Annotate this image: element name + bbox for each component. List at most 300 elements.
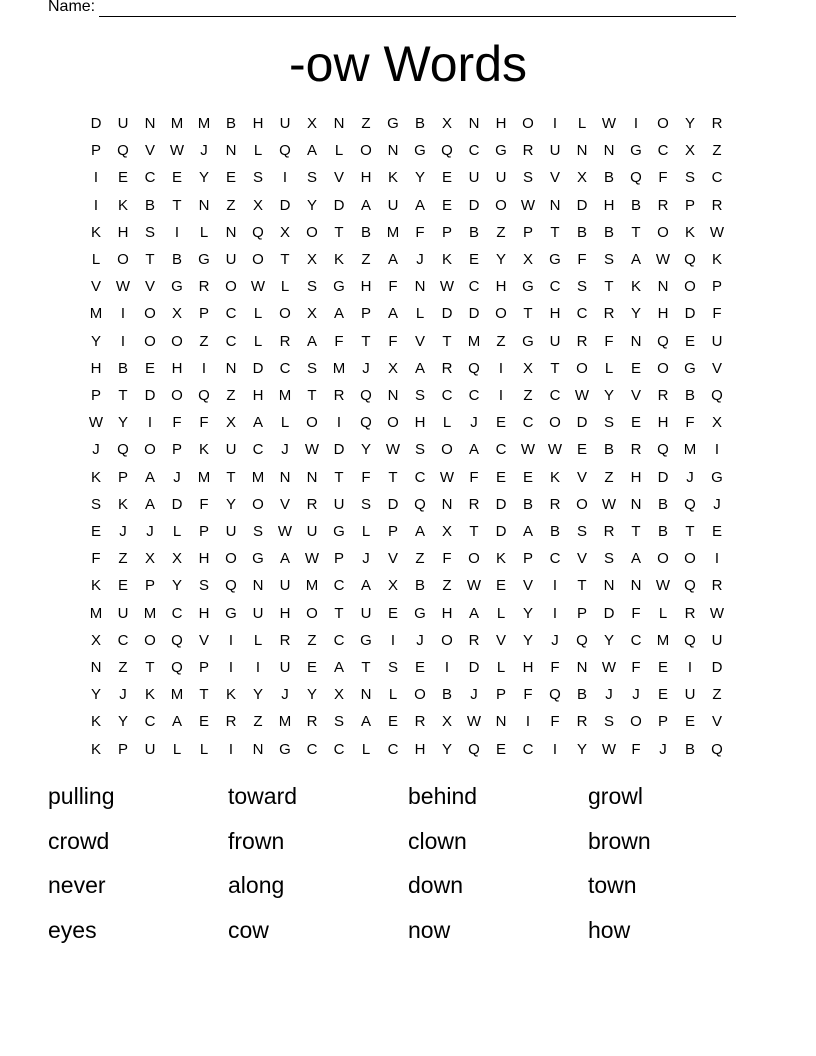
grid-letter: D — [279, 196, 291, 214]
grid-letter: I — [552, 577, 558, 595]
grid-letter: M — [278, 713, 292, 731]
grid-letter: J — [416, 251, 424, 268]
grid-letter: I — [552, 604, 558, 622]
grid-letter: A — [630, 550, 641, 568]
grid-letter: W — [547, 441, 563, 459]
grid-letter: R — [684, 604, 696, 622]
grid-letter: E — [657, 686, 668, 704]
grid-letter: R — [711, 577, 723, 595]
grid-letter: D — [171, 495, 183, 513]
grid-letter: L — [253, 142, 263, 160]
grid-letter: K — [90, 577, 101, 595]
grid-letter: Q — [117, 441, 129, 459]
grid-letter: B — [225, 115, 236, 132]
grid-letter: Q — [360, 414, 372, 432]
grid-letter: O — [468, 550, 480, 568]
grid-letter: B — [576, 223, 587, 241]
grid-letter: Y — [252, 686, 263, 704]
grid-letter: Y — [603, 631, 614, 649]
grid-letter: C — [144, 713, 156, 731]
grid-letter: J — [605, 686, 613, 704]
grid-letter: N — [495, 713, 507, 731]
grid-letter: B — [468, 223, 479, 241]
grid-letter: I — [444, 659, 450, 676]
grid-letter: L — [496, 604, 506, 622]
grid-letter: A — [468, 441, 479, 459]
grid-letter: L — [415, 305, 425, 323]
grid-letter: D — [468, 196, 480, 214]
grid-letter: F — [631, 604, 641, 622]
grid-letter: L — [388, 686, 398, 704]
grid-letter: O — [117, 251, 129, 268]
grid-letter: C — [549, 278, 561, 296]
grid-letter: H — [252, 115, 264, 132]
grid-letter: Z — [307, 631, 317, 649]
grid-letter: U — [117, 115, 129, 132]
grid-letter: C — [711, 169, 723, 187]
grid-letter: C — [495, 441, 507, 459]
grid-letter: A — [306, 332, 317, 350]
grid-letter: W — [169, 142, 185, 160]
grid-letter: F — [550, 659, 560, 676]
grid-letter: D — [576, 196, 588, 214]
grid-letter: R — [333, 387, 345, 404]
grid-letter: C — [117, 631, 129, 649]
grid-letter: I — [633, 115, 639, 132]
grid-letter: C — [468, 387, 480, 404]
grid-letter: Q — [468, 740, 480, 758]
grid-letter: F — [361, 468, 371, 486]
grid-letter: O — [522, 115, 534, 132]
grid-letter: P — [117, 740, 128, 758]
grid-letter: L — [280, 414, 290, 432]
name-label: Name: — [48, 0, 96, 15]
grid-letter: V — [576, 468, 587, 486]
grid-letter: I — [282, 169, 288, 187]
grid-letter: R — [657, 387, 669, 404]
grid-letter: S — [387, 659, 398, 676]
grid-letter: N — [630, 332, 642, 350]
grid-letter: O — [279, 305, 291, 323]
grid-letter: V — [522, 577, 533, 595]
grid-letter: T — [631, 223, 641, 241]
grid-letter: N — [603, 577, 615, 595]
grid-letter: V — [144, 278, 155, 296]
grid-letter: R — [630, 441, 642, 459]
grid-letter: G — [279, 740, 291, 758]
grid-letter: A — [252, 414, 263, 432]
grid-letter: M — [197, 468, 211, 486]
grid-letter: Q — [576, 631, 588, 649]
grid-letter: I — [228, 659, 234, 676]
grid-letter: K — [225, 686, 236, 704]
grid-letter: V — [630, 387, 641, 404]
grid-letter: E — [711, 523, 722, 540]
grid-letter: F — [199, 495, 209, 513]
grid-letter: R — [603, 523, 615, 540]
grid-letter: X — [522, 359, 533, 377]
grid-letter: F — [523, 686, 533, 704]
grid-letter: Z — [118, 659, 128, 676]
grid-letter: W — [304, 550, 320, 568]
grid-letter: D — [684, 305, 696, 323]
grid-letter: O — [657, 550, 669, 568]
word-bank-item: frown — [228, 827, 285, 854]
grid-letter: J — [632, 686, 640, 704]
grid-letter: X — [306, 251, 317, 268]
grid-letter: W — [115, 278, 131, 296]
grid-letter: P — [90, 142, 101, 160]
grid-letter: Q — [657, 332, 669, 350]
grid-letter: I — [228, 631, 234, 649]
grid-letter: R — [711, 196, 723, 214]
grid-letter: I — [687, 659, 693, 676]
grid-letter: E — [576, 441, 587, 459]
word-bank-item: brown — [588, 827, 651, 854]
grid-letter: Z — [226, 387, 236, 404]
grid-letter: O — [495, 305, 507, 323]
grid-letter: S — [333, 713, 344, 731]
grid-letter: N — [441, 495, 453, 513]
grid-letter: K — [630, 278, 641, 296]
grid-letter: P — [522, 550, 533, 568]
grid-letter: I — [174, 223, 180, 241]
grid-letter: H — [441, 604, 453, 622]
grid-letter: A — [414, 359, 425, 377]
grid-letter: R — [522, 142, 534, 160]
grid-letter: C — [171, 604, 183, 622]
grid-letter: O — [549, 414, 561, 432]
grid-letter: Y — [171, 577, 182, 595]
grid-letter: D — [603, 604, 615, 622]
grid-letter: Q — [684, 577, 696, 595]
grid-letter: X — [684, 142, 695, 160]
grid-letter: R — [549, 495, 561, 513]
grid-letter: M — [386, 223, 400, 241]
grid-letter: Y — [90, 332, 101, 350]
grid-letter: Z — [361, 115, 371, 132]
grid-letter: I — [93, 169, 99, 187]
grid-letter: W — [466, 577, 482, 595]
grid-letter: Q — [252, 223, 264, 241]
grid-letter: O — [495, 196, 507, 214]
grid-letter: L — [172, 523, 182, 540]
grid-letter: Q — [225, 577, 237, 595]
grid-letter: Q — [684, 251, 696, 268]
grid-letter: A — [360, 713, 371, 731]
grid-letter: X — [279, 223, 290, 241]
grid-letter: T — [388, 468, 398, 486]
grid-letter: U — [117, 604, 129, 622]
word-bank-item: how — [588, 916, 631, 943]
grid-letter: O — [306, 223, 318, 241]
grid-letter: P — [360, 305, 371, 323]
grid-letter: J — [416, 631, 424, 649]
grid-letter: W — [277, 523, 293, 540]
grid-letter: A — [630, 251, 641, 268]
grid-letter: N — [279, 468, 291, 486]
grid-letter: D — [441, 305, 453, 323]
grid-letter: P — [117, 468, 128, 486]
grid-letter: V — [279, 495, 290, 513]
grid-letter: T — [550, 223, 560, 241]
grid-letter: E — [522, 468, 533, 486]
grid-letter: U — [549, 142, 561, 160]
grid-letter: K — [441, 251, 452, 268]
grid-letter: S — [603, 713, 614, 731]
grid-letter: N — [90, 659, 102, 676]
grid-letter: D — [468, 659, 480, 676]
grid-letter: Y — [225, 495, 236, 513]
grid-letter: K — [117, 196, 128, 214]
grid-letter: P — [171, 441, 182, 459]
grid-letter: I — [336, 414, 342, 432]
grid-letter: I — [201, 359, 207, 377]
grid-letter: R — [279, 631, 291, 649]
grid-letter: X — [441, 115, 452, 132]
grid-letter: V — [387, 550, 398, 568]
grid-letter: S — [252, 169, 263, 187]
grid-letter: C — [225, 332, 237, 350]
grid-letter: Y — [495, 251, 506, 268]
grid-letter: L — [91, 251, 101, 268]
grid-letter: H — [657, 305, 669, 323]
grid-letter: C — [333, 631, 345, 649]
grid-letter: H — [252, 387, 264, 404]
grid-letter: A — [144, 468, 155, 486]
grid-letter: C — [657, 142, 669, 160]
grid-letter: P — [198, 305, 209, 323]
grid-letter: D — [333, 441, 345, 459]
grid-letter: B — [630, 196, 641, 214]
grid-letter: S — [198, 577, 209, 595]
grid-letter: R — [414, 713, 426, 731]
grid-letter: Y — [603, 387, 614, 404]
word-bank-item: now — [408, 916, 451, 943]
grid-letter: W — [466, 713, 482, 731]
grid-letter: E — [387, 604, 398, 622]
grid-letter: T — [334, 468, 344, 486]
grid-letter: O — [144, 332, 156, 350]
grid-letter: J — [362, 359, 370, 377]
grid-letter: R — [441, 359, 453, 377]
grid-letter: E — [684, 713, 695, 731]
grid-letter: W — [655, 251, 671, 268]
grid-letter: H — [549, 305, 561, 323]
grid-letter: H — [495, 115, 507, 132]
grid-letter: N — [333, 115, 345, 132]
grid-letter: Z — [199, 332, 209, 350]
grid-letter: G — [684, 359, 696, 377]
grid-letter: D — [711, 659, 723, 676]
grid-letter: C — [522, 740, 534, 758]
grid-letter: Q — [414, 495, 426, 513]
grid-letter: Y — [198, 169, 209, 187]
grid-letter: V — [711, 359, 722, 377]
grid-letter: P — [144, 577, 155, 595]
grid-letter: O — [684, 278, 696, 296]
grid-letter: C — [387, 740, 399, 758]
grid-letter: Y — [90, 686, 101, 704]
grid-letter: X — [711, 414, 722, 432]
grid-letter: E — [441, 169, 452, 187]
grid-letter: P — [684, 196, 695, 214]
grid-letter: Y — [522, 631, 533, 649]
grid-letter: B — [522, 495, 533, 513]
grid-letter: O — [387, 414, 399, 432]
grid-letter: Z — [712, 686, 722, 704]
page-title: -ow Words — [288, 36, 527, 92]
grid-letter: A — [387, 305, 398, 323]
grid-letter: T — [334, 223, 344, 241]
grid-letter: X — [306, 305, 317, 323]
grid-letter: J — [713, 495, 721, 513]
grid-letter: L — [253, 332, 263, 350]
grid-letter: F — [91, 550, 101, 568]
grid-letter: E — [495, 468, 506, 486]
grid-letter: T — [685, 523, 695, 540]
grid-letter: Z — [496, 223, 506, 241]
grid-letter: P — [576, 604, 587, 622]
grid-letter: G — [360, 631, 372, 649]
grid-letter: D — [387, 495, 399, 513]
grid-letter: V — [711, 713, 722, 731]
grid-letter: O — [657, 359, 669, 377]
grid-letter: E — [117, 169, 128, 187]
grid-letter: D — [468, 305, 480, 323]
grid-letter: O — [252, 251, 264, 268]
grid-letter: J — [119, 686, 127, 704]
grid-letter: G — [630, 142, 642, 160]
grid-letter: Y — [441, 740, 452, 758]
grid-letter: X — [90, 631, 101, 649]
grid-letter: W — [655, 577, 671, 595]
grid-letter: H — [117, 223, 129, 241]
grid-letter: H — [171, 359, 183, 377]
grid-letter: G — [252, 550, 264, 568]
grid-letter: N — [657, 278, 669, 296]
grid-letter: Q — [684, 631, 696, 649]
grid-letter: S — [414, 387, 425, 404]
grid-letter: F — [469, 468, 479, 486]
grid-letter: I — [714, 441, 720, 459]
grid-letter: F — [334, 332, 344, 350]
grid-letter: H — [522, 659, 534, 676]
name-underline — [99, 1, 736, 17]
grid-letter: M — [89, 305, 103, 323]
grid-letter: W — [520, 196, 536, 214]
grid-letter: E — [117, 577, 128, 595]
grid-letter: Q — [468, 359, 480, 377]
grid-letter: T — [145, 659, 155, 676]
word-bank-item: pulling — [48, 783, 115, 809]
grid-letter: E — [144, 359, 155, 377]
grid-letter: J — [119, 523, 127, 540]
grid-letter: U — [333, 495, 345, 513]
grid-letter: J — [362, 550, 370, 568]
grid-letter: K — [90, 713, 101, 731]
grid-letter: P — [198, 659, 209, 676]
grid-letter: O — [144, 441, 156, 459]
grid-letter: L — [361, 740, 371, 758]
grid-letter: U — [225, 251, 237, 268]
grid-letter: X — [576, 169, 587, 187]
grid-letter: V — [576, 550, 587, 568]
word-bank-item: crowd — [48, 827, 110, 854]
grid-letter: I — [255, 659, 261, 676]
grid-letter: G — [225, 604, 237, 622]
grid-letter: O — [306, 414, 318, 432]
grid-letter: G — [333, 523, 345, 540]
grid-letter: I — [714, 550, 720, 568]
grid-letter: T — [523, 305, 533, 323]
grid-letter: F — [712, 305, 722, 323]
grid-letter: G — [711, 468, 723, 486]
grid-letter: U — [360, 604, 372, 622]
grid-letter: U — [225, 441, 237, 459]
grid-letter: Y — [576, 740, 587, 758]
grid-letter: W — [601, 495, 617, 513]
grid-letter: N — [630, 577, 642, 595]
grid-letter: J — [659, 740, 667, 758]
grid-letter: V — [90, 278, 101, 296]
grid-letter: R — [198, 278, 210, 296]
grid-letter: X — [171, 305, 182, 323]
grid-letter: U — [225, 523, 237, 540]
grid-letter: B — [549, 523, 560, 540]
grid-letter: T — [199, 686, 209, 704]
grid-letter: Z — [712, 142, 722, 160]
grid-letter: V — [495, 631, 506, 649]
grid-letter: J — [200, 142, 208, 160]
grid-letter: D — [657, 468, 669, 486]
grid-letter: T — [334, 604, 344, 622]
grid-letter: Z — [361, 251, 371, 268]
grid-letter: G — [522, 278, 534, 296]
grid-letter: H — [603, 196, 615, 214]
grid-letter: U — [495, 169, 507, 187]
grid-letter: U — [468, 169, 480, 187]
grid-letter: I — [390, 631, 396, 649]
grid-letter: C — [630, 631, 642, 649]
grid-letter: G — [198, 251, 210, 268]
word-bank-item: down — [408, 872, 463, 898]
grid-letter: C — [549, 387, 561, 404]
grid-letter: L — [280, 278, 290, 296]
grid-letter: N — [468, 115, 480, 132]
grid-letter: R — [711, 115, 723, 132]
grid-letter: C — [414, 468, 426, 486]
grid-letter: I — [228, 740, 234, 758]
grid-letter: H — [630, 468, 642, 486]
grid-letter: W — [439, 278, 455, 296]
grid-letter: C — [576, 305, 588, 323]
grid-letter: Y — [306, 196, 317, 214]
grid-letter: O — [144, 305, 156, 323]
grid-letter: G — [414, 604, 426, 622]
word-bank-item: eyes — [48, 916, 97, 943]
grid-letter: F — [388, 332, 398, 350]
grid-letter: R — [306, 713, 318, 731]
grid-letter: F — [415, 223, 425, 241]
grid-letter: K — [90, 468, 101, 486]
grid-letter: M — [251, 468, 265, 486]
grid-letter: B — [603, 169, 614, 187]
grid-letter: P — [441, 223, 452, 241]
word-bank-item: never — [48, 872, 106, 898]
grid-letter: H — [198, 550, 210, 568]
grid-letter: K — [333, 251, 344, 268]
